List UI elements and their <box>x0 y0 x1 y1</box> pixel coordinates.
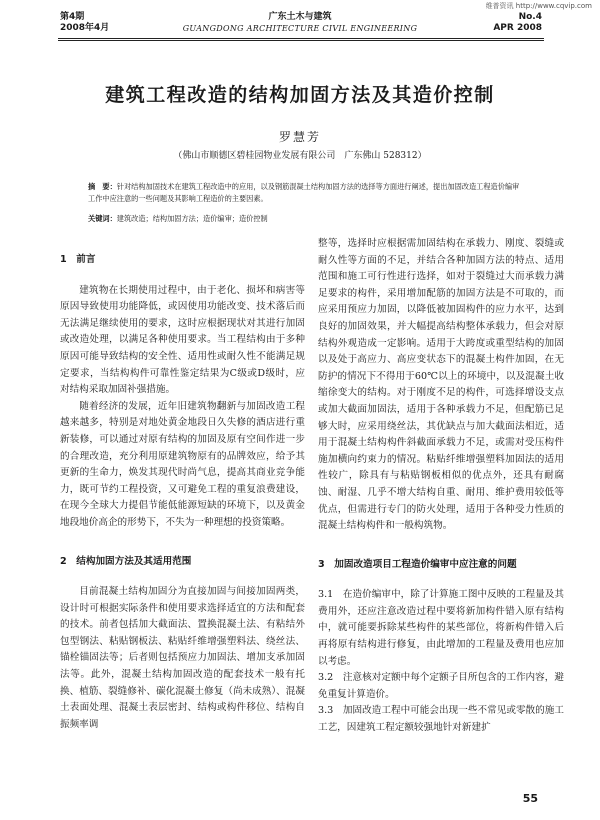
paragraph-4: 整等，选择时应根据需加固结构在承载力、刚度、裂缝或耐久性等方面的不足，并结合各种加固方法的特点、适用范围和施工可行性进行选择，如对于裂缝过大而承载力满足要求的构件，采用增加配筋的加固方法是不可取的，而应采用预应力加固，以降低被加固构件的应力水平，达到良好的加固效果，并大幅提高结构整体承载力，但会对原结构外观造成一定影响。适用于大跨度或重型结构的加固以及处于高应力、高应变状态下的混凝土构件加固，在无防护的情况下不得用于60℃以上的环境中，以及混凝土收缩徐变大的结构。对于刚度不足的构件，可选择增设支点或加大截面加固法，适用于各种承载力不足，但配筋已足够大时，应采用绕丝法，其优缺点与加大截面法相近，适用于混凝土结构构件斜截面承载力不足，或需对受压构件施加横向约束力的情况。粘贴纤维增强塑料加固法的适用性较广，除具有与粘贴钢板相似的优点外，还具有耐腐蚀、耐湿、几乎不增大结构自重、耐用、维护费用较低等优点，但需进行专门的防火处理，适用于各种受力性质的混凝土结构构件和一般构筑物。 <box>318 238 564 532</box>
section-2-heading: 2 结构加固方法及其适用范围 <box>60 555 192 567</box>
paragraph-1: 建筑物在长期使用过程中，由于老化、损坏和病害等原因导致使用功能降低，或因使用功能改变、技术落后而无法满足继续使用的要求，这时应根据现状对其进行加固或改造处理，以满足各种使用要求。当工程结构由于多种原因可能导致结构的安全性、适用性或耐久性不能满足规定要求，当结构构件可靠性鉴定结果为C级或D级时，应对结构采取加固补强措施。 <box>60 284 305 396</box>
keywords <box>88 213 520 224</box>
abstract-text: 针对结构加固技术在建筑工程改造中的应用，以及钢筋混凝土结构加固方法的选择等方面进行阐述，提出加固改造工程造价编审工作中应注意的一些问题及其影响工程造价的主要因素。 <box>88 182 520 203</box>
author: 罗慧芳 <box>278 130 321 144</box>
header-right <box>493 12 542 34</box>
left-column <box>60 252 305 733</box>
journal-name-cn: 广东土木与建筑 <box>268 12 332 22</box>
header-rule-bottom <box>58 40 544 41</box>
date-label: 2008年4月 <box>60 23 110 33</box>
paragraph-3: 目前混凝土结构加固分为直接加固与间接加固两类，设计时可根据实际条件和使用要求选择适宜的方法和配套的技术。前者包括加大截面法、置换混凝土法、有粘结外包型钢法、粘贴钢板法、粘贴纤维增强塑料法、绕丝法、锚栓锚固法等；后者则包括预应力加固法、增加支承加固法等。此外，混凝土结构加固改造的配套技术一般有托换、植筋、裂缝修补、碳化混凝土修复（尚未成熟）、混凝土表面处理、混凝土表层密封、结构或构件移位、结构自振频率调 <box>60 586 305 730</box>
paragraph-3-1: 3.1 在造价编审中，除了计算施工图中反映的工程量及其费用外，还应注意改造过程中要将新加构件错入原有结构中，就可能要拆除某些构件的某些部位，将新构件错入后再将原有结构进行修复，由此增加的工程量及费用也应加以考虑。 <box>318 589 564 667</box>
page-number: 55 <box>522 792 538 805</box>
paragraph-3-2: 3.2 注意核对定额中每个定额子目所包含的工作内容，避免重复计算造价。 <box>318 672 564 700</box>
keywords-label: 关键词： <box>88 214 117 223</box>
keywords-text: 建筑改造；结构加固方法；造价编审；造价控制 <box>116 214 268 223</box>
section-1-heading: 1 前言 <box>60 254 96 265</box>
section-3-heading: 3 加固改造项目工程造价编审中应注意的问题 <box>318 558 517 570</box>
paragraph-2: 随着经济的发展，近年旧建筑物翻新与加固改造工程越来越多，特别是对地处黄金地段日久失修的酒店进行重新装修，可以通过对原有结构的加固及原有空间作进一步的合理改造，充分利用原建筑物原有的品牌效应，给予其更新的生命力，焕发其现代时尚气息，提高其商业竞争能力，既可节约工程投资，又可避免工程的重复浪费建设，在现今全球大力提倡节能低能源短缺的环境下，以及黄金地段地价高企的形势下，不失为一种理想的投资策略。 <box>60 400 305 528</box>
issue-number-en: No.4 <box>518 12 542 22</box>
paragraph-3-3: 3.3 加固改造工程中可能会出现一些不常见或零散的施工工艺，因建筑工程定额较强地针对新建扩 <box>318 705 564 734</box>
right-column <box>318 236 564 737</box>
watermark: 维普资讯 http://www.cqvip.com <box>485 2 592 10</box>
date-en: APR 2008 <box>493 23 542 33</box>
abstract <box>88 181 520 204</box>
issue-label: 第4期 <box>60 12 85 22</box>
affiliation: （佛山市顺德区碧桂园物业发展有限公司 广东佛山 528312） <box>173 151 427 161</box>
paper-title: 建筑工程改造的结构加固方法及其造价控制 <box>105 84 495 106</box>
header-rule-top <box>58 38 544 39</box>
abstract-label: 摘 要： <box>88 182 117 191</box>
journal-name-en: GUANGDONG ARCHITECTURE CIVIL ENGINEERING <box>182 24 418 33</box>
